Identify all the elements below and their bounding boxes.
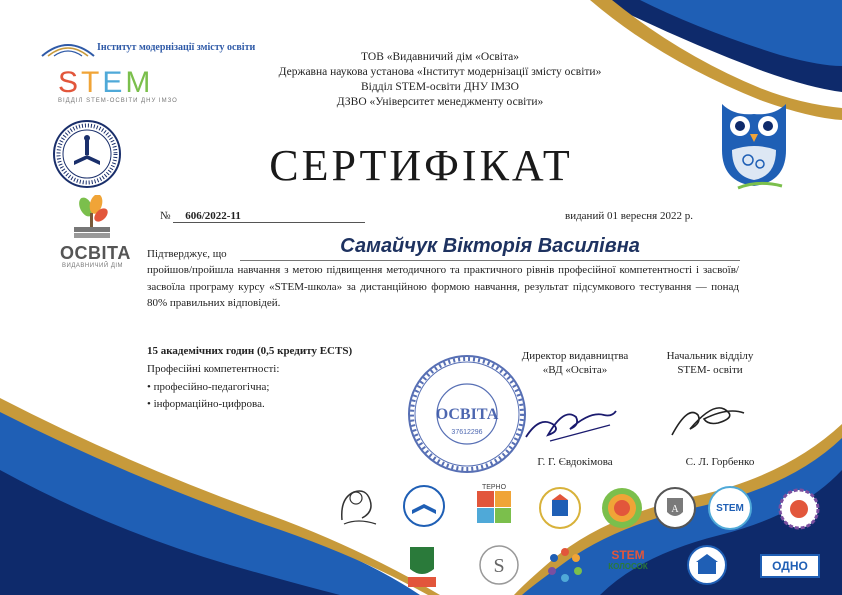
certificate-body: пройшов/пройшла навчання з метою підвищення методичного та практичного рівнів професійної компетентності і засвоїв/засвоїла програму курсу «STEM-школа» за дистанційною формою навчання, результат підсумкового тестування — понад 80% правильних відповідей. — [147, 264, 739, 309]
org-line: Державна наукова установа «Інститут модернізації змісту освіти» — [278, 66, 602, 78]
dept-head-title — [655, 349, 765, 377]
partner-logo-colorful-icon — [600, 486, 644, 530]
partner-logo-shield-icon — [653, 486, 697, 530]
kolosok-label: КОЛОСОК — [608, 562, 648, 571]
partner-logo-school-icon — [538, 486, 582, 530]
issue-date: виданий 01 вересня 2022 р. — [565, 210, 693, 222]
book-tree-icon — [70, 195, 114, 243]
certificate-number-row — [160, 210, 365, 223]
stem-wordmark — [58, 66, 178, 100]
competency-item: • професійно-педагогічна; — [147, 379, 269, 396]
org-line: ТОВ «Видавничий дім «Освіта» — [361, 51, 519, 63]
director-signature — [520, 395, 620, 445]
stamp-code: 37612296 — [451, 429, 483, 436]
partner-logo-crest-icon — [404, 543, 440, 589]
recipient-name: Самайчук Вікторія Василівна — [340, 235, 640, 257]
partner-logo-book-icon — [402, 484, 446, 528]
institute-emblem-icon — [40, 38, 96, 58]
confirm-label: Підтверджує, що — [147, 248, 227, 260]
certificate-number: 606/2022-11 — [173, 210, 365, 223]
stem-letter-t: T — [81, 66, 103, 99]
stem-logo — [58, 66, 178, 104]
institute-logo — [40, 38, 256, 60]
ozhno-logo — [760, 554, 820, 578]
competency-item: • інформаційно-цифрова. — [147, 396, 269, 413]
terno-stem-logo — [474, 484, 514, 526]
stem-circle-label: STEM — [716, 502, 744, 514]
dept-title-line: STEM- освіти — [677, 364, 743, 376]
recipient-line — [240, 232, 740, 261]
ozhno-label: ОДНО — [772, 559, 808, 573]
certificate-title: СЕРТИФІКАТ — [269, 141, 573, 190]
osvita-wordmark: ОСВІТА — [60, 243, 131, 263]
competencies-title: Професійні компетентності: — [147, 363, 280, 375]
stem-circle-logo — [708, 486, 752, 530]
stamp-center-word: ОСВІТА — [435, 406, 499, 423]
institute-logo-text: Інститут модернізації змісту освіти — [97, 42, 256, 53]
director-name: Г. Г. Євдокімова — [537, 456, 613, 468]
terno-grid-icon — [477, 491, 511, 523]
partner-logo-s-icon — [478, 544, 520, 586]
osvita-subtitle: ВИДАВНИЧИЙ ДІМ — [62, 263, 124, 269]
director-title — [505, 349, 645, 377]
partner-logo-gear-icon — [778, 488, 820, 530]
competencies-list — [147, 379, 269, 413]
director-title-line: «ВД «Освіта» — [542, 364, 608, 376]
dept-title-line: Начальник відділу — [666, 350, 754, 362]
academic-hours: 15 академічних годин (0,5 кредиту ECTS) — [147, 345, 353, 357]
writer-portrait-icon — [332, 478, 382, 528]
org-line: ДЗВО «Університет менеджменту освіти» — [336, 96, 544, 108]
partner-logo-dots-icon — [544, 544, 586, 586]
svg-text:A: A — [671, 504, 679, 515]
dept-head-signature — [668, 395, 748, 440]
terno-label: ТЕРНО — [481, 484, 507, 491]
number-label: № — [160, 210, 171, 222]
kolosok-logo — [598, 548, 658, 584]
osvita-logo — [60, 195, 130, 275]
stem-letter-e: E — [102, 66, 126, 99]
issuing-organizations — [260, 50, 620, 110]
dept-head-name: С. Л. Горбенко — [685, 456, 755, 468]
partner-logo-building-icon — [686, 544, 728, 586]
org-line: Відділ STEM-освіти ДНУ ІМЗО — [361, 81, 519, 93]
svg-text:S: S — [493, 555, 505, 577]
kolosok-stem-label: STEM — [611, 548, 645, 562]
stem-letter-s: S — [58, 66, 82, 99]
director-title-line: Директор видавництва — [521, 350, 629, 362]
stem-logo-subtitle: ВІДДІЛ STEM-ОСВІТИ ДНУ ІМЗО — [58, 98, 178, 104]
stem-letter-m: M — [125, 66, 154, 99]
